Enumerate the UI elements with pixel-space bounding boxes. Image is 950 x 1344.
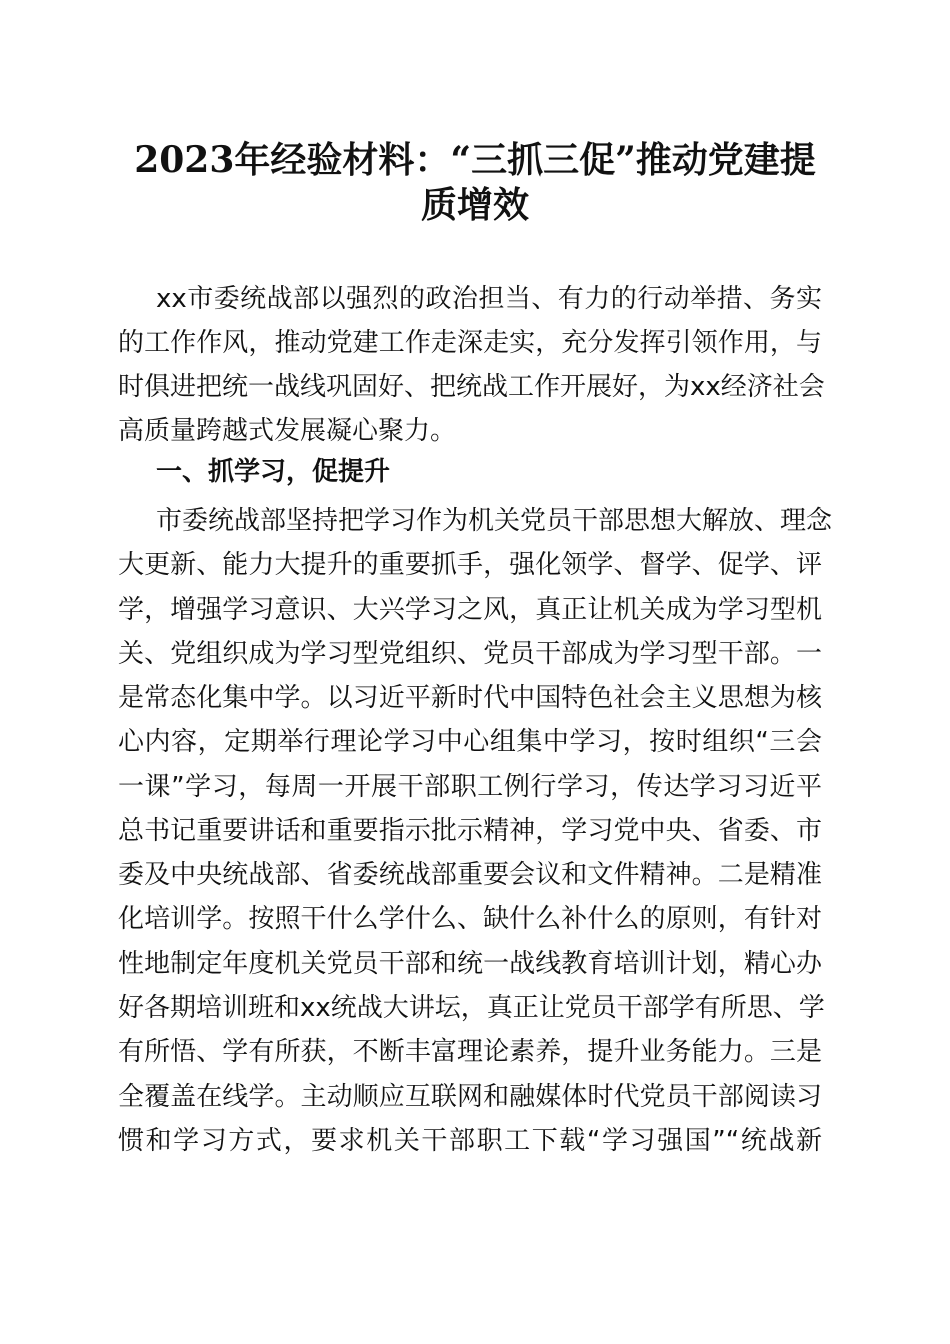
text-line: 性地制定年度机关党员干部和统一战线教育培训计划，精心办 [118,949,822,979]
text-line: 高质量跨越式发展凝心聚力。 [118,416,457,446]
text-line: 关、党组织成为学习型党组织、党员干部成为学习型干部。一 [118,639,822,669]
text-line: 市委统战部坚持把学习作为机关党员干部思想大解放、理念 [156,506,833,536]
text-line: 全覆盖在线学。主动顺应互联网和融媒体时代党员干部阅读习 [118,1082,822,1112]
text-line: 学，增强学习意识、大兴学习之风，真正让机关成为学习型机 [118,595,822,625]
section-heading: 一、抓学习，促提升 [156,457,391,487]
text-line: 化培训学。按照干什么学什么、缺什么补什么的原则，有针对 [118,904,822,934]
text-line: 一课”学习，每周一开展干部职工例行学习，传达学习习近平 [118,772,822,802]
text-line: 大更新、能力大提升的重要抓手，强化领学、督学、促学、评 [118,550,822,580]
text-line: 委及中央统战部、省委统战部重要会议和文件精神。二是精准 [118,860,822,890]
text-line: 的工作作风，推动党建工作走深走实，充分发挥引领作用，与 [118,328,822,358]
text-line: 有所悟、学有所获，不断丰富理论素养，提升业务能力。三是 [118,1037,822,1067]
text-line: 总书记重要讲话和重要指示批示精神，学习党中央、省委、市 [118,816,822,846]
document-title-line-1: 2023年经验材料：“三抓三促”推动党建提 [134,139,816,181]
text-line: 好各期培训班和xx统战大讲坛，真正让党员干部学有所思、学 [118,993,825,1023]
text-line: 心内容，定期举行理论学习中心组集中学习，按时组织“三会 [118,727,822,757]
text-line: 是常态化集中学。以习近平新时代中国特色社会主义思想为核 [118,683,822,713]
text-line: 时俱进把统一战线巩固好、把统战工作开展好，为xx经济社会 [118,372,825,402]
text-line: 惯和学习方式，要求机关干部职工下载“学习强国”“统战新 [118,1126,822,1156]
text-line: xx市委统战部以强烈的政治担当、有力的行动举措、务实 [156,284,822,314]
document-title-line-2: 质增效 [420,184,529,226]
